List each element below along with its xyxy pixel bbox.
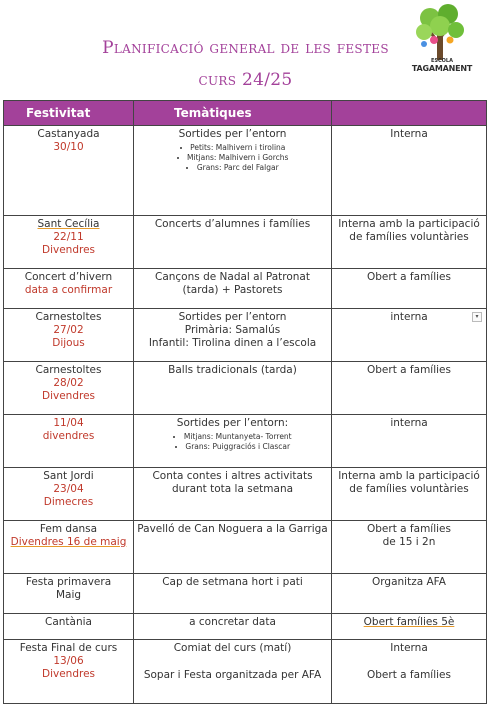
type-cell <box>332 640 487 704</box>
theme-cell: Pavelló de Can Noguera a la Garriga <box>134 521 332 574</box>
festivity-cell <box>4 269 134 309</box>
festivity-day: Divendres <box>41 244 95 256</box>
festivity-cell <box>4 574 134 614</box>
festivity-cell <box>4 614 134 640</box>
type-cell <box>332 521 487 574</box>
theme-cell: Concerts d’alumnes i famílies <box>134 216 332 269</box>
festivity-cell <box>4 216 134 269</box>
type-cell: interna <box>332 415 487 468</box>
festivity-day: Divendres <box>41 390 95 402</box>
type-text: Obert famílies 5è <box>363 616 455 628</box>
festivity-day: Dijous <box>52 337 85 349</box>
festivity-name: Carnestoltes <box>35 364 102 376</box>
theme-cell: a concretar data <box>134 614 332 640</box>
festivity-name: Carnestoltes <box>35 311 102 323</box>
festivity-name: Sant Cecília <box>37 218 100 230</box>
type-line: Obert a famílies <box>367 523 451 535</box>
festivity-date: Divendres 16 de maig <box>10 536 127 548</box>
school-logo <box>410 58 474 73</box>
header-tematiques: Temàtiques <box>134 101 332 126</box>
festivity-day: Dimecres <box>43 496 94 508</box>
theme-cell: Cançons de Nadal al Patronat (tarda) + Pastorets <box>134 269 332 309</box>
festivity-name: Fem dansa <box>39 523 98 535</box>
festivity-day: divendres <box>42 430 95 442</box>
list-item: • Grans: Parc del Falgar <box>137 163 328 173</box>
theme-list <box>137 143 328 173</box>
festivity-name: Cantània <box>45 616 92 628</box>
list-item: • Petits: Malhivern i tirolina <box>137 143 328 153</box>
theme-line: Primària: Samalús <box>184 324 281 336</box>
type-cell <box>332 309 487 362</box>
table-row <box>4 574 487 614</box>
type-line: Obert a famílies <box>367 669 451 681</box>
page-title: Planificació general de les festes <box>102 38 389 58</box>
theme-text: Sortides per l’entorn: <box>176 417 289 429</box>
festivity-name: Sant Jordi <box>43 470 94 482</box>
festivity-name: Castanyada <box>37 128 100 140</box>
table-row <box>4 468 487 521</box>
festivity-name: Festa Final de curs <box>19 642 118 654</box>
logo-small-text: ESCOLA <box>431 58 453 64</box>
theme-line: Infantil: Tirolina dinen a l’escola <box>148 337 317 349</box>
theme-cell <box>134 126 332 216</box>
festivity-date: 30/10 <box>53 141 84 153</box>
theme-line: Sortides per l’entorn <box>178 311 287 323</box>
table-row <box>4 415 487 468</box>
type-cell: Obert a famílies <box>332 269 487 309</box>
table-header-row <box>4 101 487 126</box>
theme-cell: Conta contes i altres activitats durant tota la setmana <box>134 468 332 521</box>
festivities-table <box>3 100 487 704</box>
dropdown-icon[interactable]: ▾ <box>472 312 482 322</box>
festivity-cell <box>4 640 134 704</box>
list-item: • Grans: Puiggraciós i Clascar <box>137 442 328 452</box>
festivity-cell <box>4 521 134 574</box>
list-item: • Mitjans: Malhivern i Gorchs <box>137 153 328 163</box>
table-row <box>4 640 487 704</box>
type-cell <box>332 614 487 640</box>
type-line: de 15 i 2n <box>382 536 436 548</box>
table-row <box>4 216 487 269</box>
table-row <box>4 614 487 640</box>
festivity-cell <box>4 415 134 468</box>
festivity-date: 23/04 <box>53 483 84 495</box>
table-row <box>4 269 487 309</box>
table-row <box>4 126 487 216</box>
theme-cell <box>134 415 332 468</box>
type-cell: Organitza AFA <box>332 574 487 614</box>
festivity-cell <box>4 126 134 216</box>
festivity-date: 13/06 <box>53 655 84 667</box>
page-subtitle: curs 24/25 <box>198 70 293 90</box>
logo-name-text: TAGAMANENT <box>411 64 473 73</box>
header-tipus <box>332 101 487 126</box>
type-text: interna <box>390 311 428 323</box>
theme-cell: Balls tradicionals (tarda) <box>134 362 332 415</box>
type-cell: Interna <box>332 126 487 216</box>
theme-text: Sortides per l’entorn <box>178 128 287 140</box>
list-item: • Mitjans: Muntanyeta- Torrent <box>137 432 328 442</box>
festivity-name: Concert d’hivern <box>24 271 113 283</box>
festivity-date: 27/02 <box>53 324 84 336</box>
theme-line: Sopar i Festa organitzada per AFA <box>143 669 322 681</box>
festivity-cell <box>4 468 134 521</box>
festivity-date: 11/04 <box>53 417 84 429</box>
theme-cell: Cap de setmana hort i pati <box>134 574 332 614</box>
table-row <box>4 362 487 415</box>
type-line: Interna <box>390 642 428 654</box>
theme-line: Comiat del curs (matí) <box>173 642 292 654</box>
table-row <box>4 309 487 362</box>
header-festivitat: Festivitat <box>4 101 134 126</box>
festivity-date: Maig <box>55 589 82 601</box>
theme-list <box>137 432 328 452</box>
type-cell: Obert a famílies <box>332 362 487 415</box>
festivity-cell <box>4 309 134 362</box>
type-cell: Interna amb la participació de famílies voluntàries <box>332 216 487 269</box>
festivity-date: 22/11 <box>53 231 84 243</box>
theme-cell <box>134 640 332 704</box>
type-cell: Interna amb la participació de famílies voluntàries <box>332 468 487 521</box>
theme-cell <box>134 309 332 362</box>
festivity-name: Festa primavera <box>25 576 112 588</box>
festivity-cell <box>4 362 134 415</box>
festivity-date: data a confirmar <box>24 284 113 296</box>
festivity-date: 28/02 <box>53 377 84 389</box>
festivity-day: Divendres <box>41 668 95 680</box>
table-row <box>4 521 487 574</box>
